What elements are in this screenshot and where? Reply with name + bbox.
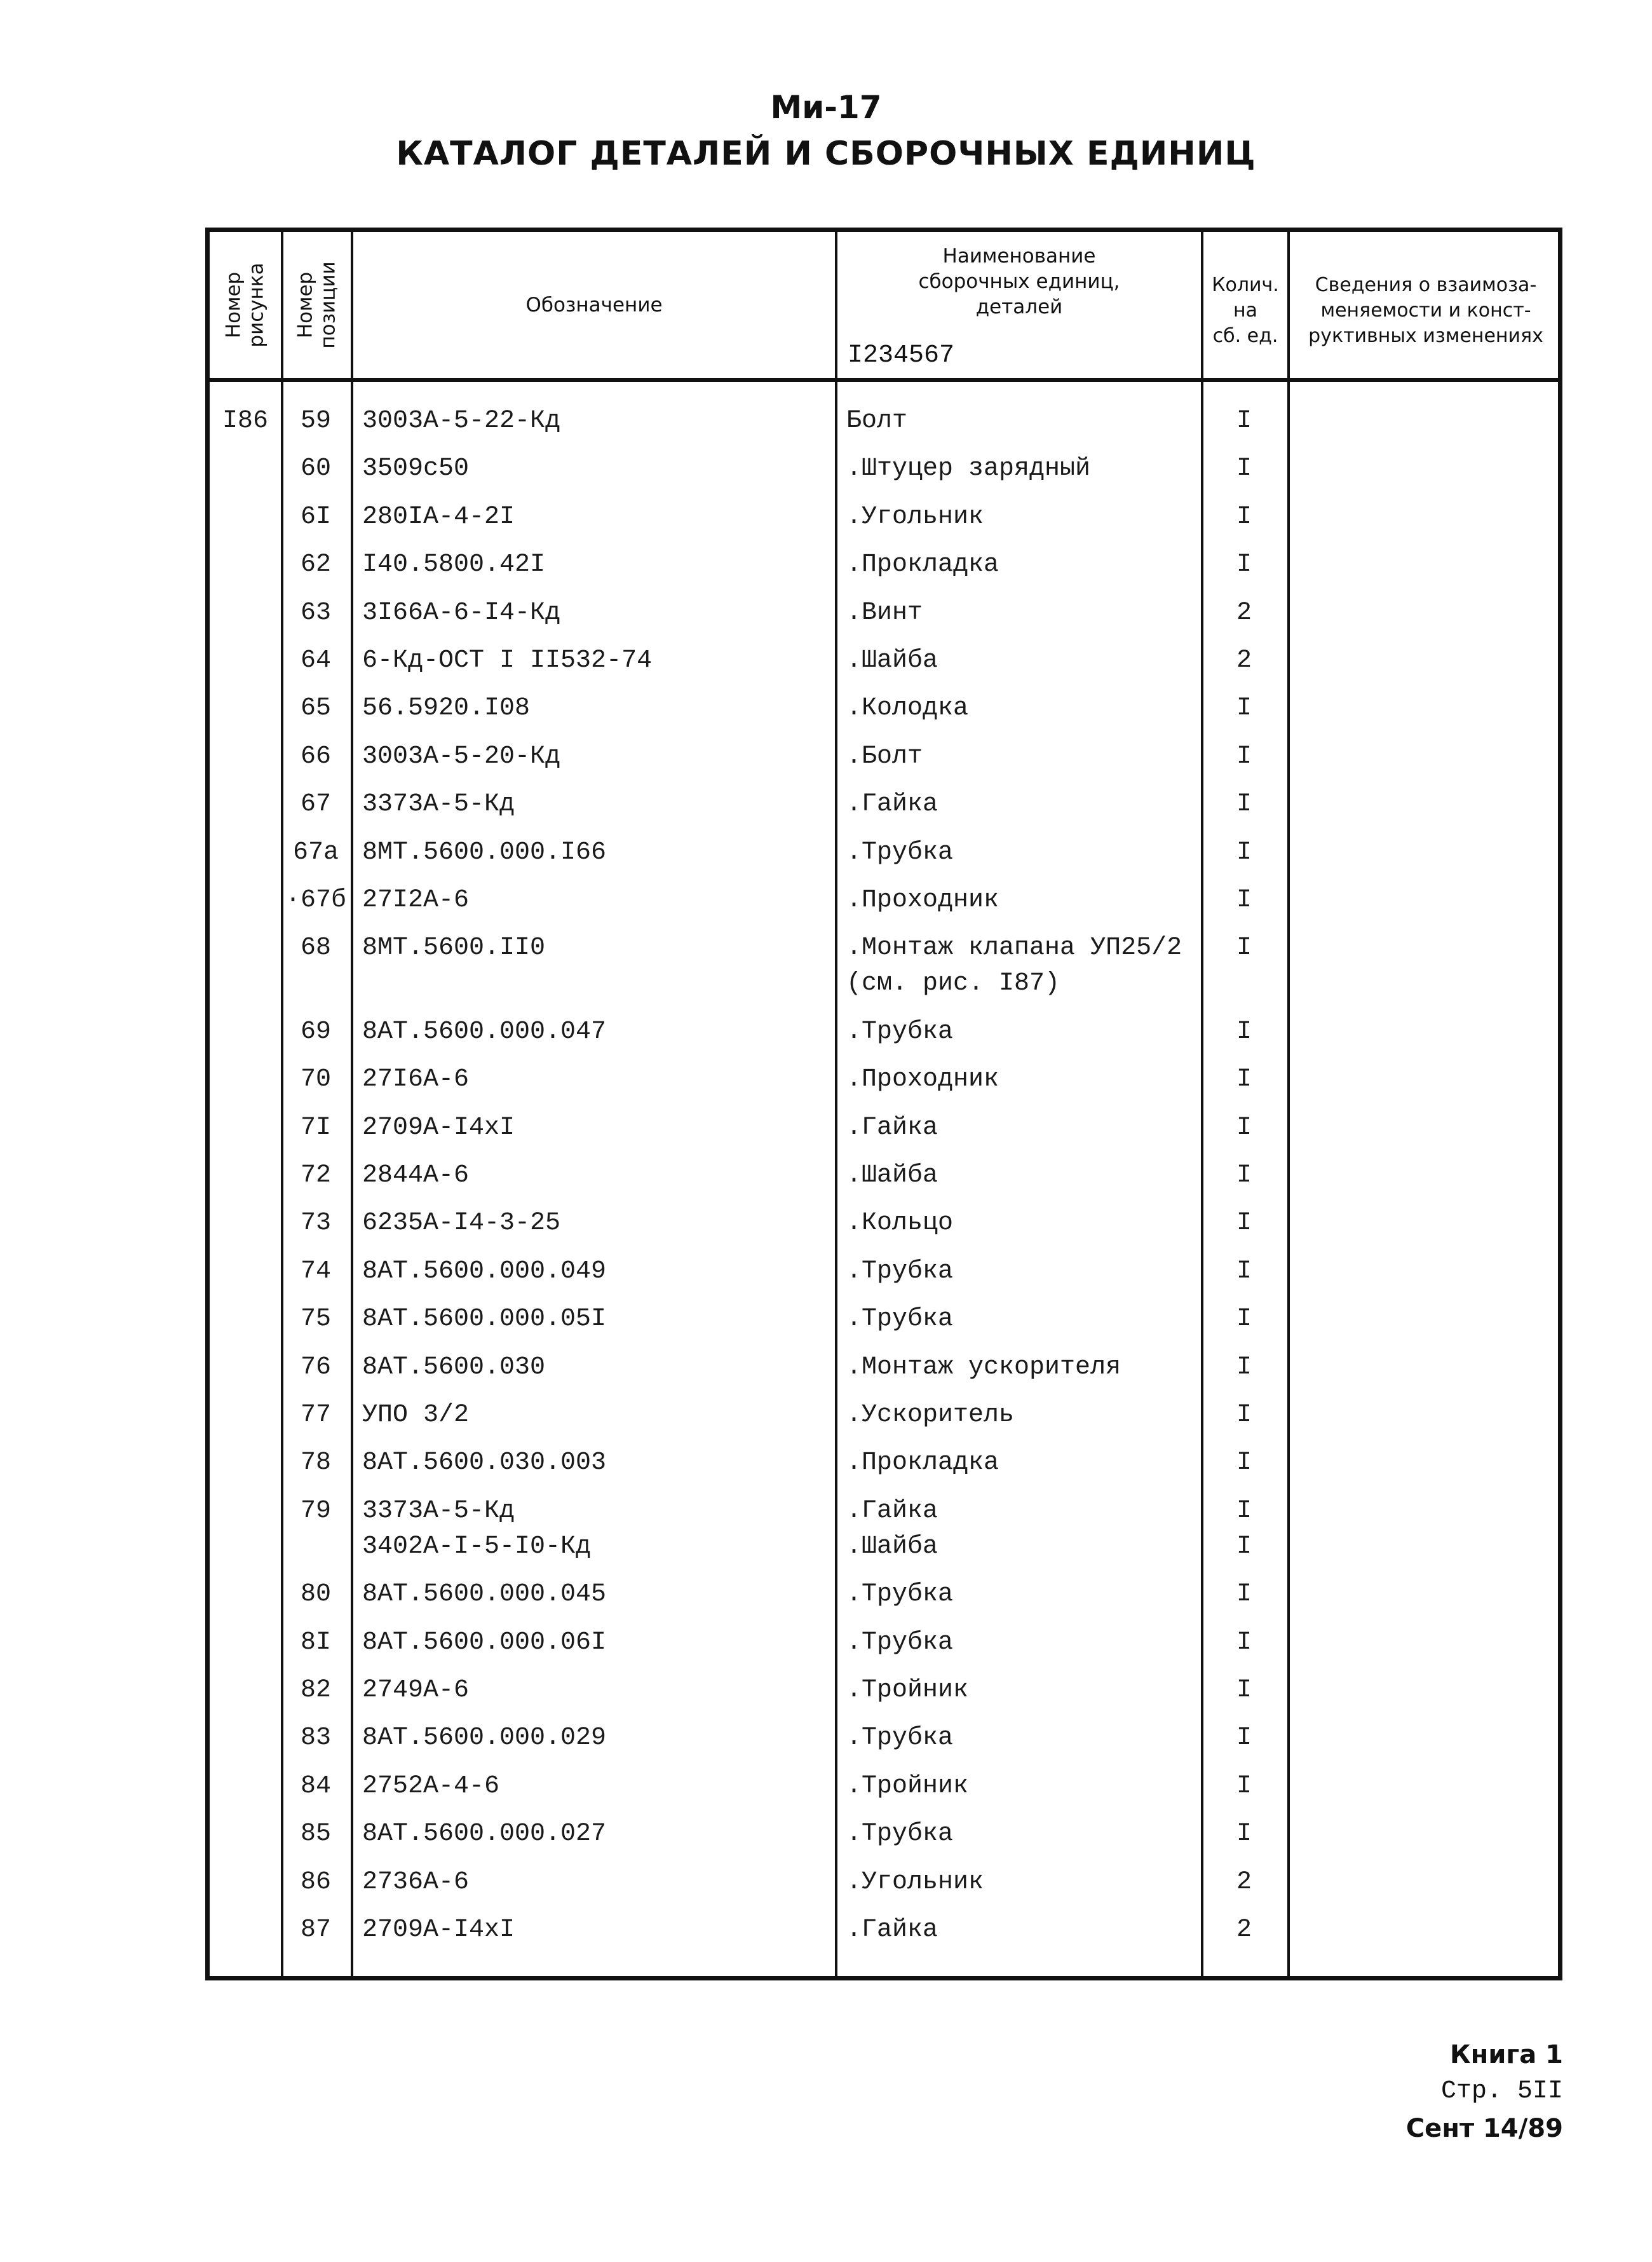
table-row [210, 1625, 1558, 1673]
designation-cell: 2844А-6 [362, 1161, 470, 1190]
table-row [210, 1769, 1558, 1816]
part-name-cell: .Трубка [846, 1017, 954, 1046]
table-row [210, 1062, 1558, 1110]
designation-cell: 56.5920.I08 [362, 694, 531, 723]
model-title: Ми-17 [770, 89, 882, 126]
quantity-cell: I [1236, 1496, 1252, 1525]
quantity-cell: I [1236, 1257, 1252, 1286]
part-name-cell: .Монтаж клапана УП25/2 [846, 934, 1182, 963]
position-number-cell: 72 [300, 1161, 331, 1190]
quantity-cell: I [1236, 1017, 1252, 1046]
quantity-cell: I [1236, 550, 1252, 580]
position-number-cell: 66 [300, 742, 331, 771]
quantity-cell: I [1236, 886, 1252, 915]
quantity-cell: I [1236, 1724, 1252, 1753]
position-number-cell: 77 [300, 1401, 331, 1429]
table-row [210, 1673, 1558, 1720]
position-number-cell: 80 [300, 1580, 331, 1609]
position-number-cell: 7I [300, 1113, 331, 1142]
table-row [210, 835, 1558, 883]
designation-cell: 2709А-I4хI [362, 1916, 515, 1944]
quantity-cell: I [1236, 454, 1252, 484]
part-name-cell: .Монтаж ускорителя [846, 1352, 1121, 1382]
table-row [210, 1158, 1558, 1206]
part-name-cell: .Кольцо [846, 1209, 954, 1238]
quantity-cell: I [1236, 790, 1252, 819]
quantity-cell: I [1236, 1161, 1252, 1190]
designation-cell: 3373А-5-Кд [362, 1496, 515, 1525]
quantity-cell: I [1236, 1305, 1252, 1334]
designation-cell: 8АТ.5600.000.047 [362, 1017, 607, 1046]
header-position-number: Номер позиции [294, 261, 341, 349]
designation-cell: 2709А-I4хI [362, 1113, 515, 1142]
table-row [210, 1720, 1558, 1768]
table-row [210, 1445, 1558, 1493]
designation-cell: 6235А-I4-3-25 [362, 1209, 561, 1238]
designation-cell: 3003А-5-22-Кд [362, 407, 561, 435]
part-name-cell: .Трубка [846, 1820, 954, 1849]
designation-cell: 8МТ.5600.000.I66 [362, 838, 607, 867]
position-number-cell: 70 [300, 1065, 331, 1094]
position-number-cell: 75 [300, 1305, 331, 1334]
table-row [210, 1816, 1558, 1864]
part-name-cell: .Трубка [846, 1724, 954, 1753]
table-row [210, 1912, 1558, 1960]
position-number-cell: 68 [300, 934, 331, 963]
table-row [210, 451, 1558, 499]
part-name-cell: .Тройник [846, 1771, 969, 1801]
quantity-cell: I [1236, 1820, 1252, 1849]
position-number-cell: 67а [292, 838, 339, 867]
part-name-cell: .Трубка [846, 1305, 954, 1334]
designation-cell: 27I6А-6 [362, 1065, 470, 1094]
position-number-cell: 87 [300, 1916, 331, 1944]
header-quantity: Колич. на сб. ед. [1212, 274, 1279, 347]
designation-cell: 8АТ.5600.000.045 [362, 1580, 607, 1609]
part-name-cell: .Болт [846, 742, 923, 771]
part-name-cell: .Угольник [846, 502, 984, 531]
part-name-cell: .Тройник [846, 1676, 969, 1705]
position-number-cell: 85 [300, 1820, 331, 1849]
quantity-cell: 2 [1236, 1916, 1252, 1944]
quantity-cell: I [1236, 1401, 1252, 1429]
quantity-cell: 2 [1236, 1867, 1252, 1897]
designation-cell: 2749А-6 [362, 1676, 470, 1705]
table-row [210, 930, 1558, 1014]
position-number-cell: 65 [300, 694, 331, 723]
position-number-cell: 63 [300, 598, 331, 627]
table-row [210, 739, 1558, 787]
header-divider [210, 378, 1558, 382]
designation-cell: I40.5800.42I [362, 550, 546, 580]
part-name-cell: .Шайба [846, 1532, 938, 1561]
part-name-cell: .Трубка [846, 1580, 954, 1609]
quantity-cell: I [1236, 1580, 1252, 1609]
quantity-cell: I [1236, 694, 1252, 723]
table-row [210, 1494, 1558, 1577]
table-row [210, 404, 1558, 451]
part-name-cell: .Шайба [846, 1161, 938, 1190]
position-number-cell: 74 [300, 1257, 331, 1286]
header-designation: Обозначение [525, 294, 663, 317]
footer-date: Сент 14/89 [1405, 2114, 1563, 2143]
header-name-code: I234567 [848, 341, 955, 370]
table-row [210, 1350, 1558, 1398]
designation-cell: 3402А-I-5-I0-Кд [362, 1532, 592, 1561]
header-figure-number: Номер рисунка [222, 262, 269, 348]
quantity-cell: I [1236, 1065, 1252, 1094]
table-row [210, 643, 1558, 691]
table-row [210, 883, 1558, 930]
table-row [210, 1865, 1558, 1912]
designation-cell: 3509с50 [362, 454, 470, 484]
quantity-cell: I [1236, 502, 1252, 531]
designation-cell: 6-Кд-ОСТ I II532-74 [362, 646, 653, 675]
position-number-cell: 82 [300, 1676, 331, 1705]
footer-page: Стр. 5II [1440, 2077, 1563, 2106]
part-name-cell: .Угольник [846, 1867, 984, 1897]
quantity-cell: I [1236, 838, 1252, 867]
position-number-cell: 64 [300, 646, 331, 675]
designation-cell: 27I2А-6 [362, 886, 470, 915]
table-row [210, 1302, 1558, 1349]
part-name-cell: (см. рис. I87) [846, 969, 1060, 998]
designation-cell: 8АТ.5600.030 [362, 1352, 546, 1382]
quantity-cell: I [1236, 742, 1252, 771]
designation-cell: 8АТ.5600.000.06I [362, 1628, 607, 1657]
designation-cell: 3I66А-6-I4-Кд [362, 598, 561, 627]
position-number-cell: 73 [300, 1209, 331, 1238]
part-name-cell: .Гайка [846, 1496, 938, 1525]
quantity-cell: I [1236, 1209, 1252, 1238]
part-name-cell: .Колодка [846, 694, 969, 723]
table-row [210, 596, 1558, 643]
table-row [210, 691, 1558, 739]
designation-cell: 8МТ.5600.II0 [362, 934, 546, 963]
table-row [210, 547, 1558, 595]
table-row [210, 1577, 1558, 1625]
designation-cell: 8АТ.5600.000.049 [362, 1257, 607, 1286]
quantity-cell: 2 [1236, 646, 1252, 675]
table-row [210, 1110, 1558, 1158]
quantity-cell: I [1236, 1352, 1252, 1382]
quantity-cell: 2 [1236, 598, 1252, 627]
part-name-cell: .Проходник [846, 1065, 999, 1094]
part-name-cell: .Гайка [846, 1916, 938, 1944]
designation-cell: 280IA-4-2I [362, 502, 515, 531]
position-number-cell: ·67б [285, 886, 346, 915]
header-name: Наименование сборочных единиц, деталей [918, 245, 1120, 318]
designation-cell: 8АТ.5600.030.003 [362, 1448, 607, 1478]
part-name-cell: .Гайка [846, 1113, 938, 1142]
footer-book: Книга 1 [1449, 2040, 1563, 2069]
quantity-cell: I [1236, 1676, 1252, 1705]
position-number-cell: 60 [300, 454, 331, 484]
part-name-cell: .Шайба [846, 646, 938, 675]
position-number-cell: 83 [300, 1724, 331, 1753]
part-name-cell: .Прокладка [846, 1448, 999, 1478]
designation-cell: 8АТ.5600.000.027 [362, 1820, 607, 1849]
position-number-cell: 69 [300, 1017, 331, 1046]
designation-cell: 3373А-5-Кд [362, 790, 515, 819]
figure-number-cell: I86 [222, 407, 268, 435]
quantity-cell: I [1236, 1113, 1252, 1142]
position-number-cell: 62 [300, 550, 331, 580]
header-interchangeability: Сведения о взаимоза- меняемости и конст- руктивных изменениях [1308, 274, 1543, 347]
part-name-cell: .Трубка [846, 1628, 954, 1657]
position-number-cell: 78 [300, 1448, 331, 1478]
designation-cell: УПО 3/2 [362, 1401, 470, 1429]
part-name-cell: .Трубка [846, 1257, 954, 1286]
quantity-cell: I [1236, 1628, 1252, 1657]
part-name-cell: .Винт [846, 598, 923, 627]
part-name-cell: .Штуцер зарядный [846, 454, 1091, 484]
position-number-cell: 59 [300, 407, 331, 435]
position-number-cell: 6I [300, 502, 331, 531]
designation-cell: 8АТ.5600.000.05I [362, 1305, 607, 1334]
catalog-title: КАТАЛОГ ДЕТАЛЕЙ И СБОРОЧНЫХ ЕДИНИЦ [396, 135, 1256, 173]
position-number-cell: 79 [300, 1496, 331, 1525]
designation-cell: 2736А-6 [362, 1867, 470, 1897]
quantity-cell: I [1236, 407, 1252, 435]
parts-table [205, 228, 1562, 1980]
part-name-cell: .Ускоритель [846, 1401, 1015, 1429]
table-row [210, 500, 1558, 547]
part-name-cell: .Гайка [846, 790, 938, 819]
quantity-cell: I [1236, 1771, 1252, 1801]
position-number-cell: 67 [300, 790, 331, 819]
position-number-cell: 8I [300, 1628, 331, 1657]
designation-cell: 2752А-4-6 [362, 1771, 500, 1801]
table-row [210, 1398, 1558, 1445]
table-row [210, 1206, 1558, 1253]
quantity-cell: I [1236, 1448, 1252, 1478]
designation-cell: 3003А-5-20-Кд [362, 742, 561, 771]
position-number-cell: 84 [300, 1771, 331, 1801]
designation-cell: 8АТ.5600.000.029 [362, 1724, 607, 1753]
table-row [210, 1014, 1558, 1062]
part-name-cell: .Трубка [846, 838, 954, 867]
quantity-cell: I [1236, 1532, 1252, 1561]
table-row [210, 1254, 1558, 1302]
part-name-cell: Болт [846, 407, 908, 435]
part-name-cell: .Прокладка [846, 550, 999, 580]
position-number-cell: 76 [300, 1352, 331, 1382]
quantity-cell: I [1236, 934, 1252, 963]
part-name-cell: .Проходник [846, 886, 999, 915]
table-row [210, 787, 1558, 835]
position-number-cell: 86 [300, 1867, 331, 1897]
